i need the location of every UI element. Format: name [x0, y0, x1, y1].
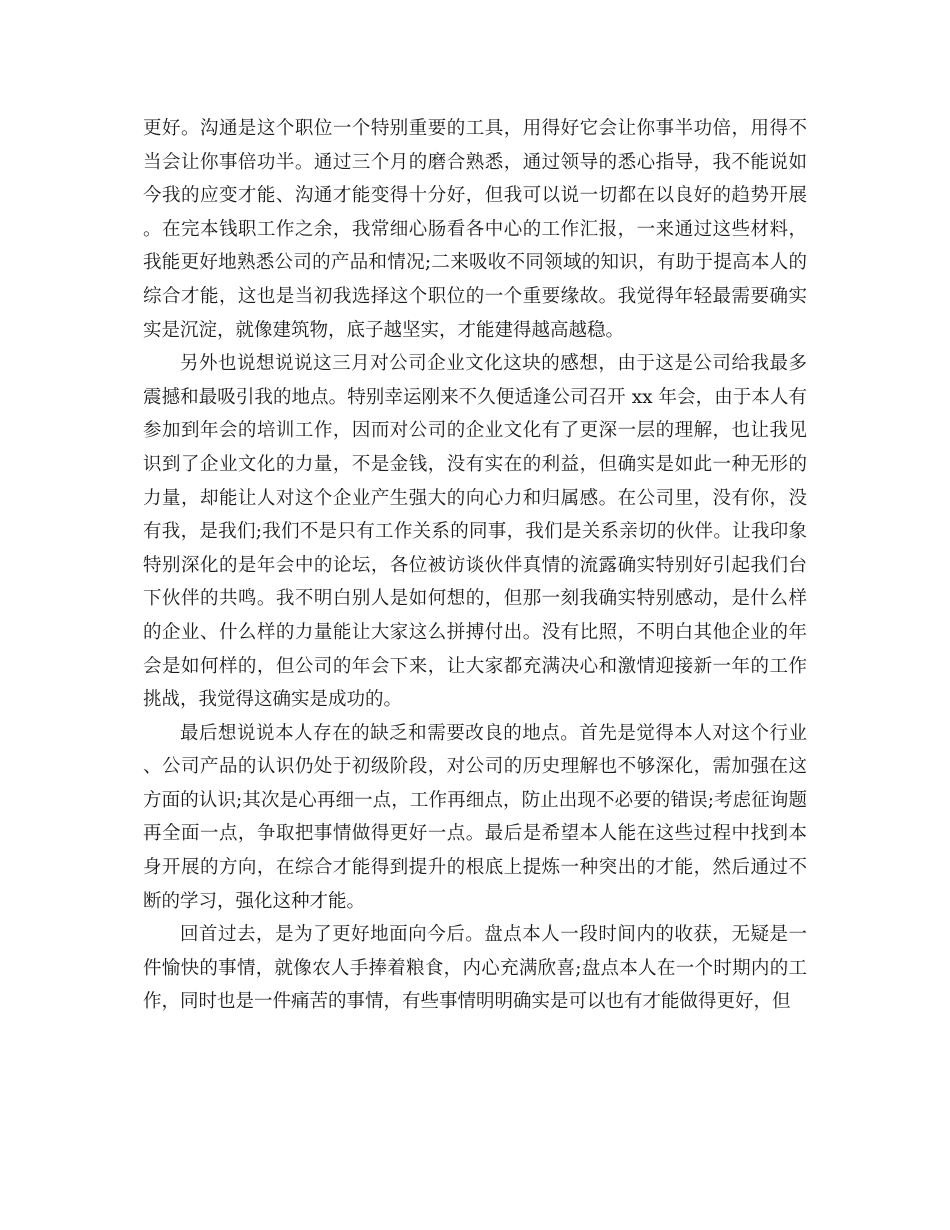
paragraph-2: 另外也说想说说这三月对公司企业文化这块的感想，由于这是公司给我最多震撼和最吸引我的地点。特别幸运刚来不久便适逢公司召开 xx 年会，由于本人有参加到年会的培训工作，因而对公司的企业文化有了更深一层的理解，也让我见识到了企业文化的力量，不是金钱，没有实在的利益，但确实是如此一种无形的力量，却能让人对这个企业产生强大的向心力和归属感。在公司里，没有你，没有我，是我们;我们不是只有工作关系的同事，我们是关系亲切的伙伴。让我印象特别深化的是年会中的论坛，各位被访谈伙伴真情的流露确实特别好引起我们台下伙伴的共鸣。我不明白别人是如何想的，但那一刻我确实特别感动，是什么样的企业、什么样的力量能让大家这么拼搏付出。没有比照，不明白其他企业的年会是如何样的，但公司的年会下来，让大家都充满决心和激情迎接新一年的工作挑战，我觉得这确实是成功的。 — [143, 353, 807, 711]
paragraph-1: 更好。沟通是这个职位一个特别重要的工具，用得好它会让你事半功倍，用得不当会让你事倍功半。通过三个月的磨合熟悉，通过领导的悉心指导，我不能说如今我的应变才能、沟通才能变得十分好，但我可以说一切都在以良好的趋势开展。在完本钱职工作之余，我常细心肠看各中心的工作汇报，一来通过这些材料，我能更好地熟悉公司的产品和情况;二来吸收不同领域的知识，有助于提高本人的综合才能，这也是当初我选择这个职位的一个重要缘故。我觉得年轻最需要确实实是沉淀，就像建筑物，底子越坚实，才能建得越高越稳。 — [143, 118, 807, 341]
paragraph-3: 最后想说说本人存在的缺乏和需要改良的地点。首先是觉得本人对这个行业、公司产品的认识仍处于初级阶段，对公司的历史理解也不够深化，需加强在这方面的认识;其次是心再细一点，工作再细点，防止出现不必要的错误;考虑征询题再全面一点，争取把事情做得更好一点。最后是希望本人能在这些过程中找到本身开展的方向，在综合才能得到提升的根底上提炼一种突出的才能，然后通过不断的学习，强化这种才能。 — [143, 722, 807, 912]
paragraph-4: 回首过去，是为了更好地面向今后。盘点本人一段时间内的收获，无疑是一件愉快的事情，就像农人手捧着粮食，内心充满欣喜;盘点本人在一个时期内的工作，同时也是一件痛苦的事情，有些事情明明确实是可以也有才能做得更好，但 — [143, 924, 807, 1013]
document-body — [143, 112, 807, 1019]
